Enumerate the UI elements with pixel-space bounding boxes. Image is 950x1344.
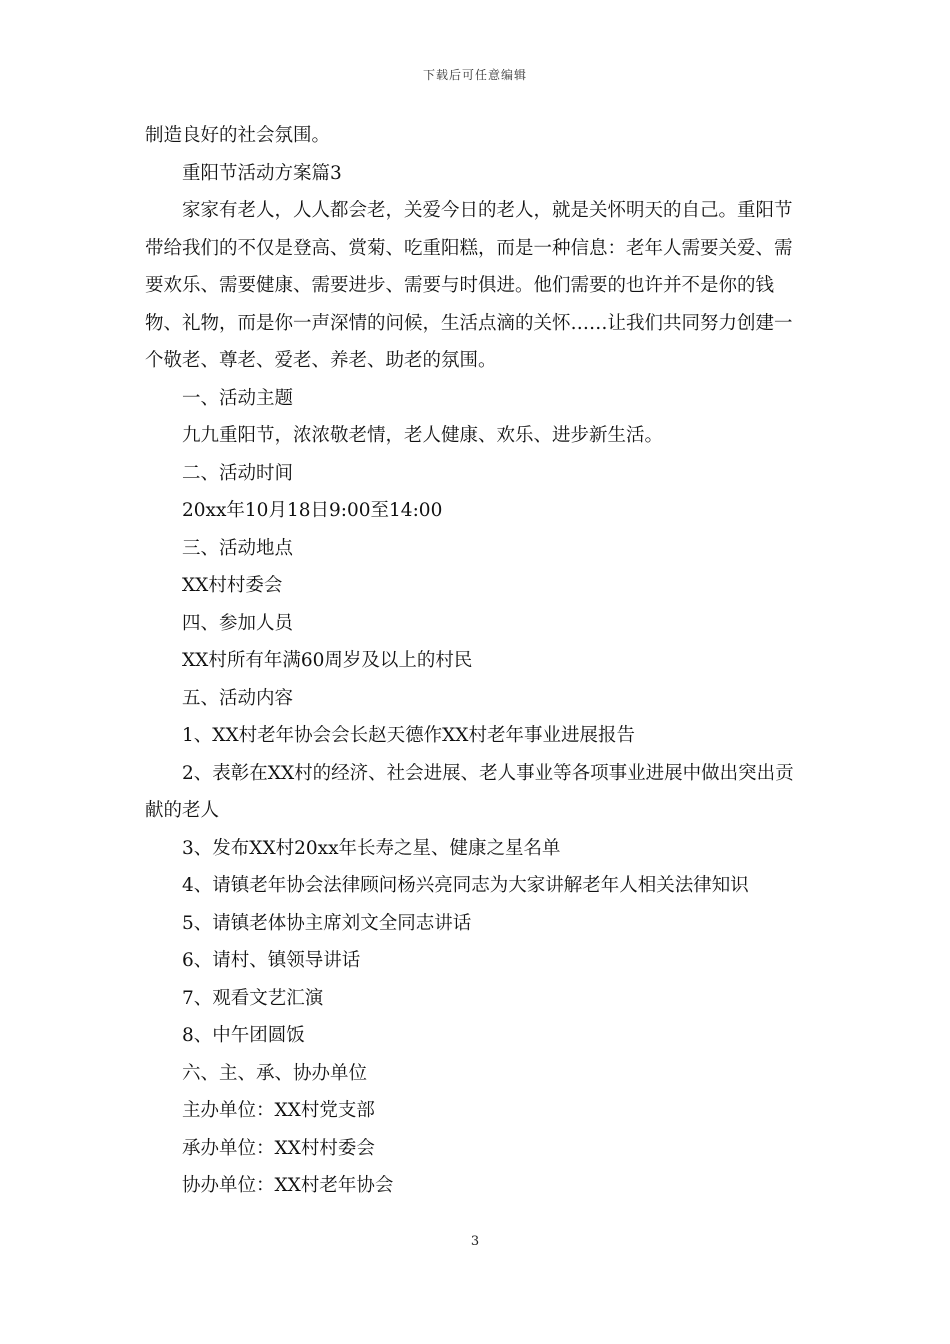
list-item: 1、XX村老年协会会长赵天德作XX村老年事业进展报告 <box>182 725 635 746</box>
section-heading: 二、活动时间 <box>182 462 294 484</box>
section-heading: 六、主、承、协办单位 <box>182 1062 368 1084</box>
section-heading: 四、参加人员 <box>182 612 294 634</box>
list-item: 6、请村、镇领导讲话 <box>182 950 361 971</box>
list-item: 4、请镇老年协会法律顾问杨兴亮同志为大家讲解老年人相关法律知识 <box>182 875 749 896</box>
list-item: 3、发布XX村20xx年长寿之星、健康之星名单 <box>182 837 561 859</box>
paragraph: 协办单位：XX村老年协会 <box>182 1175 394 1196</box>
list-item: 2、表彰在XX村的经济、社会进展、老人事业等各项事业进展中做出突出贡献的老人 <box>145 762 794 821</box>
paragraph: 承办单位：XX村村委会 <box>182 1137 375 1159</box>
paragraph: 九九重阳节，浓浓敬老情，老人健康、欢乐、进步新生活。 <box>182 425 664 446</box>
paragraph: 主办单位：XX村党支部 <box>182 1100 375 1121</box>
page-header: 下载后可任意编辑 <box>422 68 527 82</box>
document-body <box>145 117 810 1205</box>
section-heading: 三、活动地点 <box>182 537 294 559</box>
list-item: 7、观看文艺汇演 <box>182 987 324 1009</box>
section-heading: 一、活动主题 <box>182 387 294 409</box>
paragraph: XX村所有年满60周岁及以上的村民 <box>182 650 473 671</box>
list-item: 5、请镇老体协主席刘文全同志讲话 <box>182 912 472 934</box>
list-item: 8、中午团圆饭 <box>182 1025 305 1046</box>
page-number: 3 <box>470 1234 480 1249</box>
paragraph: 制造良好的社会氛围。 <box>145 125 331 146</box>
paragraph: 20xx年10月18日9:00至14:00 <box>182 500 443 521</box>
paragraph: 家家有老人，人人都会老，关爱今日的老人，就是关怀明天的自己。重阳节带给我们的不仅是登高、赏菊、吃重阳糕，而是一种信息：老年人需要关爱、需要欢乐、需要健康、需要进步、需要与时俱进。他们需要的也许并不是你的钱物、礼物，而是你一声深情的问候，生活点滴的关怀……让我们共同努力创建一个敬老、尊老、爱老、养老、助老的氛围。 <box>145 200 793 371</box>
paragraph: XX村村委会 <box>182 575 283 596</box>
section-title: 重阳节活动方案篇3 <box>182 162 342 184</box>
section-heading: 五、活动内容 <box>182 687 294 709</box>
